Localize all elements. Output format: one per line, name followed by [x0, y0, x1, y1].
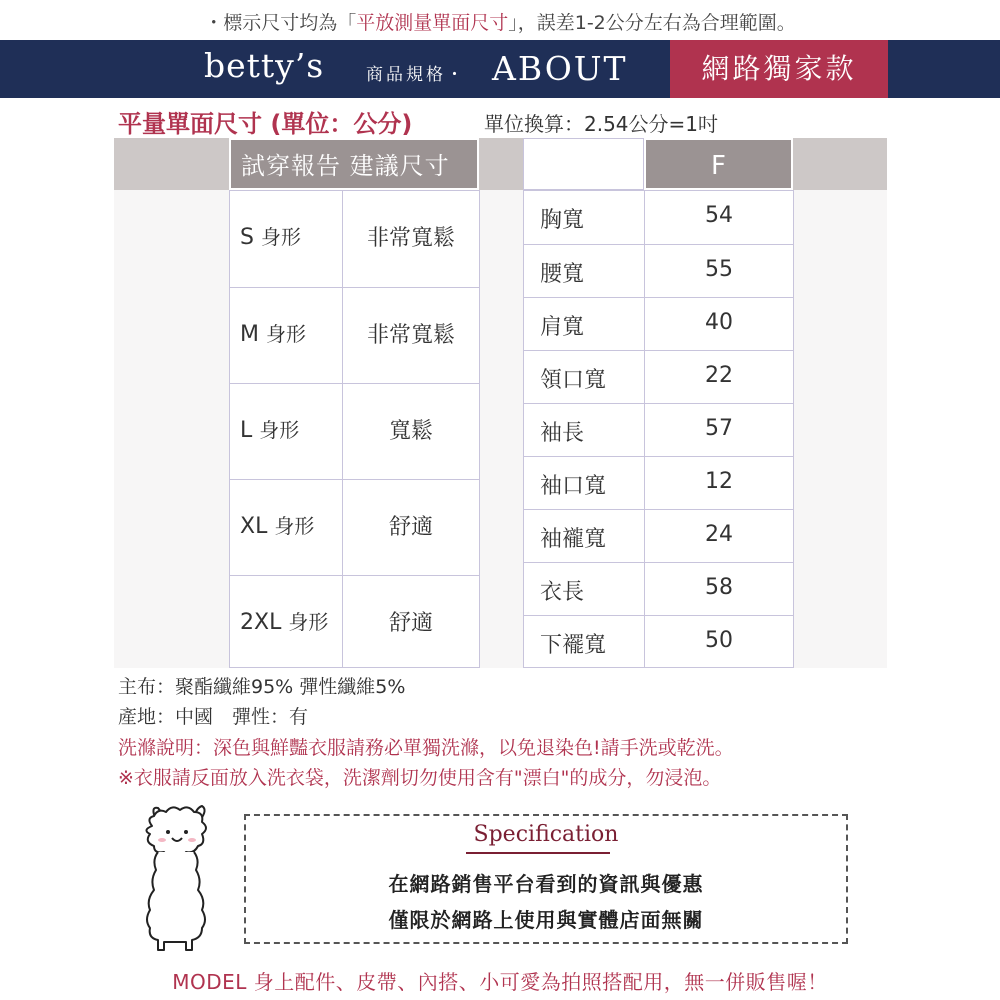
measure-value: 40	[705, 310, 733, 335]
spec-line-1: 在網路銷售平台看到的資訊與優惠	[388, 872, 704, 896]
spec-label: 商品規格・	[366, 65, 466, 85]
measure-name: 肩寬	[540, 315, 585, 340]
spec-line-2: 僅限於網路上使用與實體店面無關	[388, 908, 704, 932]
origin-info: 產地：中國 彈性：有	[118, 706, 309, 728]
fit-size-label: L 身形	[240, 418, 300, 443]
fit-report-table	[229, 190, 480, 668]
table-row	[230, 191, 479, 287]
measure-value: 58	[705, 575, 733, 600]
measure-value: 22	[705, 363, 733, 388]
table-row	[230, 287, 479, 383]
table-row	[230, 479, 479, 575]
table-row	[524, 403, 793, 456]
measure-name: 袖口寬	[540, 474, 607, 499]
note-suffix: 」，誤差1-2公分左右為合理範圍。	[508, 12, 796, 34]
fit-feel: 舒適	[388, 515, 433, 540]
fit-size-label: 2XL 身形	[240, 610, 329, 635]
fit-feel: 非常寬鬆	[366, 323, 455, 348]
model-accessories-note: MODEL 身上配件、皮帶、內搭、小可愛為拍照搭配用，無一併販售喔！	[172, 970, 828, 994]
measure-value: 55	[705, 257, 733, 282]
note-prefix: ・標示尺寸均為「	[204, 12, 357, 34]
measure-value: 24	[705, 522, 733, 547]
online-exclusive-badge: 網路獨家款	[670, 40, 888, 98]
measure-name: 袖長	[540, 421, 585, 446]
table-row	[524, 456, 793, 509]
specification-underline	[466, 852, 610, 854]
measure-name: 胸寬	[540, 208, 585, 233]
material-info: 主布：聚酯纖維95% 彈性纖維5%	[118, 676, 406, 698]
measure-value: 57	[705, 416, 733, 441]
size-measure-table	[523, 190, 794, 668]
measure-value: 50	[705, 628, 733, 653]
fit-size-label: XL 身形	[240, 514, 315, 539]
table-row	[230, 383, 479, 479]
specification-title: Specification	[473, 822, 619, 847]
alpaca-icon	[136, 800, 218, 956]
table-row	[524, 244, 793, 297]
note-highlight: 平放測量單面尺寸	[356, 12, 509, 34]
measure-value: 12	[705, 469, 733, 494]
table-row	[230, 575, 479, 667]
measure-name-header	[523, 138, 644, 190]
measure-name: 袖襱寬	[540, 527, 607, 552]
fit-report-header: 試穿報告 建議尺寸	[229, 138, 479, 190]
table-row	[524, 562, 793, 615]
table-row	[524, 350, 793, 403]
measure-value: 54	[705, 203, 733, 228]
unit-conversion: 單位換算：2.54公分=1吋	[484, 112, 719, 136]
table-row	[524, 297, 793, 350]
measure-title: 平量單面尺寸 (單位：公分)	[118, 110, 413, 138]
measure-name: 衣長	[540, 580, 585, 605]
fit-feel: 寬鬆	[388, 419, 433, 444]
measure-name: 下襬寬	[540, 633, 607, 658]
brand-logo: betty’s	[204, 46, 325, 85]
wash-warning: ※衣服請反面放入洗衣袋，洗潔劑切勿使用含有"漂白"的成分，勿浸泡。	[118, 767, 722, 789]
fit-feel: 非常寬鬆	[366, 226, 455, 251]
measure-name: 領口寬	[540, 368, 607, 393]
table-row	[524, 509, 793, 562]
table-row	[524, 191, 793, 244]
about-label: ABOUT	[492, 49, 628, 88]
fit-feel: 舒適	[388, 611, 433, 636]
table-row	[524, 615, 793, 667]
measure-name: 腰寬	[540, 262, 585, 287]
size-column-header: F	[644, 138, 793, 190]
fit-size-label: S 身形	[240, 225, 301, 250]
fit-size-label: M 身形	[240, 322, 306, 347]
measurement-note	[0, 8, 1000, 35]
wash-instructions: 洗滌說明：深色與鮮豔衣服請務必單獨洗滌，以免退染色!請手洗或乾洗。	[118, 737, 734, 759]
